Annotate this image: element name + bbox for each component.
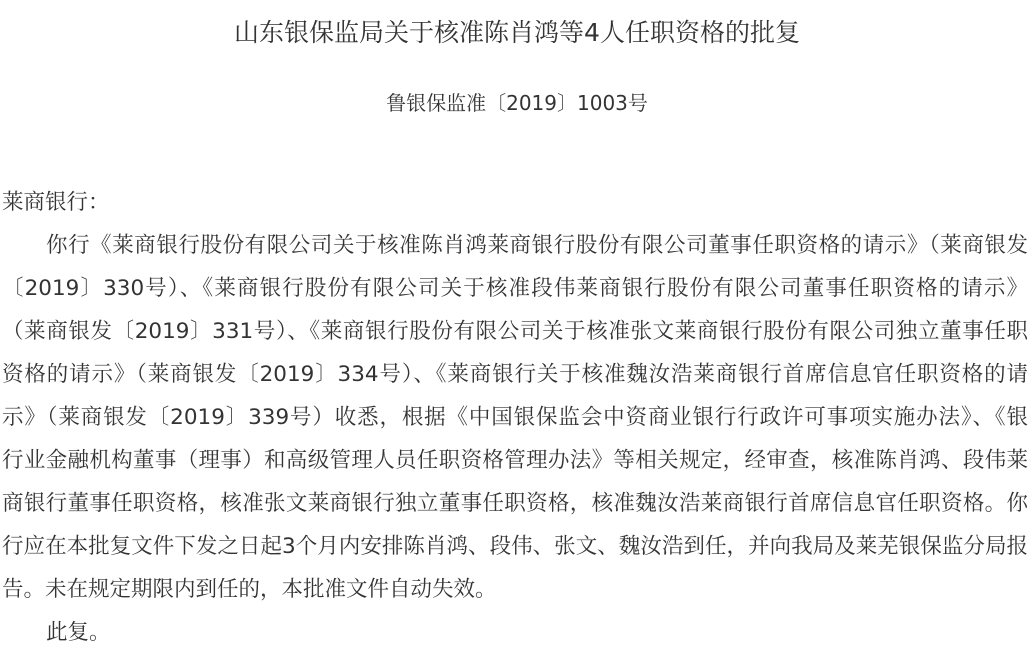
addressee: 莱商银行： (2, 190, 110, 215)
body-line: 行应在本批复文件下发之日起3个月内安排陈肖鸿、段伟、张文、魏汝浩到任，并向我局及莱芜银保监分局报 (2, 534, 1028, 559)
body-line: 告。未在规定期限内到任的，本批准文件自动失效。 (2, 577, 497, 602)
document-body (2, 181, 1028, 654)
body-line: 示》（莱商银发〔2019〕339号）收悉，根据《中国银保监会中资商业银行行政许可事项实施办法》、《银 (2, 405, 1028, 430)
body-line: 〔2019〕330号）、《莱商银行股份有限公司关于核准段伟莱商银行股份有限公司董事任职资格的请示》 (2, 276, 1028, 301)
body-line: （莱商银发〔2019〕331号）、《莱商银行股份有限公司关于核准张文莱商银行股份有限公司独立董事任职 (2, 319, 1028, 344)
document-title: 山东银保监局关于核准陈肖鸿等4人任职资格的批复 (234, 18, 800, 47)
body-line: 商银行董事任职资格，核准张文莱商银行独立董事任职资格，核准魏汝浩莱商银行首席信息官任职资格。你 (2, 491, 1028, 516)
document-number: 鲁银保监准〔2019〕1003号 (386, 91, 648, 115)
body-line: 行业金融机构董事（理事）和高级管理人员任职资格管理办法》等相关规定，经审查，核准陈肖鸿、段伟莱 (2, 448, 1028, 473)
body-line: 资格的请示》（莱商银发〔2019〕334号）、《莱商银行关于核准魏汝浩莱商银行首席信息官任职资格的请 (2, 362, 1028, 387)
closing: 此复。 (46, 620, 111, 645)
body-line: 你行《莱商银行股份有限公司关于核准陈肖鸿莱商银行股份有限公司董事任职资格的请示》（莱商银发 (46, 233, 1028, 258)
